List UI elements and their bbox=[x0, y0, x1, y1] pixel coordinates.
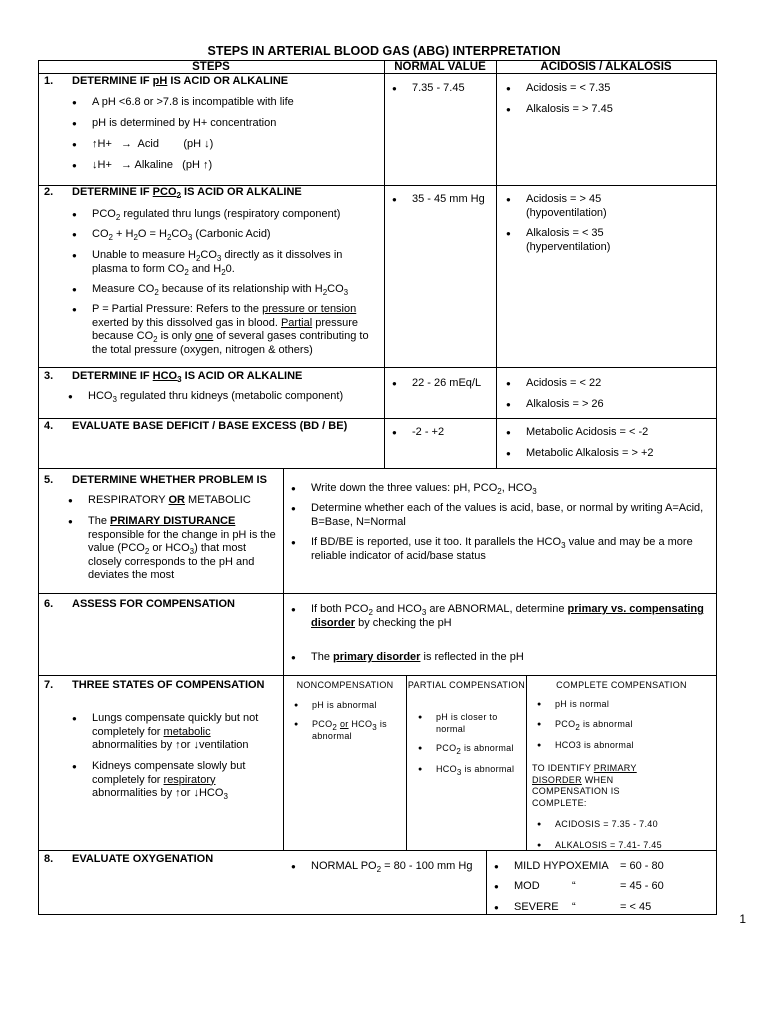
row-divider bbox=[38, 675, 717, 676]
step-1-heading: 1. DETERMINE IF pH IS ACID OR ALKALINE bbox=[44, 75, 289, 87]
column-divider bbox=[486, 850, 487, 914]
step-5-note: ● If BD/BE is reported, use it too. It parallels the $HCO_3$ value and may be a more reliable indicator of acid/base status bbox=[311, 536, 709, 563]
complete-compensation-acidosis: ● ACIDOSIS = 7.35 - 7.40 bbox=[555, 819, 705, 831]
step-2-bullet: ● $CO_2 + H_2O = H_2CO_3$ (Carbonic Acid) bbox=[92, 228, 382, 242]
page-title: STEPS IN ARTERIAL BLOOD GAS (ABG) INTERPRETATION bbox=[207, 44, 561, 58]
complete-compensation-note: TO IDENTIFY PRIMARY DISORDER WHEN COMPENSATION IS COMPLETE: bbox=[532, 763, 637, 808]
column-divider bbox=[526, 675, 527, 850]
step-3-bullet: ● $HCO_3$ regulated thru kidneys (metabolic component) bbox=[88, 390, 378, 404]
step-2-acidosis: ● Acidosis = > 45 (hypoventilation) bbox=[526, 193, 607, 220]
step-1-bullet: ● pH is determined by H+ concentration bbox=[92, 117, 372, 131]
page-number: 1 bbox=[739, 912, 746, 926]
complete-compensation-header: COMPLETE COMPENSATION bbox=[556, 680, 687, 690]
complete-compensation-item: ● HCO3 is abnormal bbox=[555, 740, 705, 752]
step-6-note: ● The primary disorder is reflected in the pH bbox=[311, 651, 709, 665]
step-5-note: ● Determine whether each of the values is acid, base, or normal by writing A=Acid, B=Base, N=Normal bbox=[311, 502, 709, 529]
step-1-acidosis: ● Acidosis = < 7.35 bbox=[526, 82, 610, 96]
noncompensation-item: ● $PCO_2$ or $HCO_3$ is abnormal bbox=[312, 719, 404, 742]
complete-compensation-item: ● pH is normal bbox=[555, 699, 705, 711]
step-4-normal-value: ● -2 - +2 bbox=[412, 426, 444, 440]
partial-compensation-item: ● $HCO_3$ is abnormal bbox=[436, 764, 524, 776]
step-1-alkalosis: ● Alkalosis = > 7.45 bbox=[526, 103, 613, 117]
step-3-heading: 3. DETERMINE IF $HCO_3$ IS ACID OR ALKALINE bbox=[44, 370, 303, 385]
header-acidosis-alkalosis: ACIDOSIS / ALKALOSIS bbox=[540, 61, 672, 73]
column-divider bbox=[406, 675, 407, 850]
step-5-bullet: ● The PRIMARY DISTURANCE responsible for the change in pH is the value ($PCO_2$ or $HCO_3$) that most closely corresponds to the pH and deviates the most bbox=[88, 515, 280, 583]
step-2-heading: 2. DETERMINE IF $PCO_2$ IS ACID OR ALKALINE bbox=[44, 186, 302, 201]
step-5-bullet: ● RESPIRATORY OR METABOLIC bbox=[88, 494, 278, 508]
step-7-bullet: ● Kidneys compensate slowly but completely for respiratory abnormalities by ↑or $↓HCO_3$ bbox=[92, 760, 274, 801]
step-4-heading: 4. EVALUATE BASE DEFICIT / BASE EXCESS (BD / BE) bbox=[44, 420, 348, 432]
step-7-bullet: ● Lungs compensate quickly but not completely for metabolic abnormalities by ↑or ↓ventilation bbox=[92, 712, 274, 753]
step-3-alkalosis: ● Alkalosis = > 26 bbox=[526, 398, 604, 412]
table-border-left bbox=[38, 60, 39, 914]
noncompensation-header: NONCOMPENSATION bbox=[296, 680, 394, 690]
row-divider bbox=[38, 418, 717, 419]
partial-compensation-item: ● pH is closer to normal bbox=[436, 712, 522, 735]
column-divider bbox=[283, 468, 284, 850]
column-divider bbox=[384, 60, 385, 468]
partial-compensation-header: PARTIAL COMPENSATION bbox=[407, 680, 526, 690]
complete-compensation-item: ● $PCO_2$ is abnormal bbox=[555, 719, 705, 731]
step-6-heading: 6. ASSESS FOR COMPENSATION bbox=[44, 598, 235, 610]
step-7-heading: 7. THREE STATES OF COMPENSATION bbox=[44, 679, 265, 691]
step-1-bullet: ● A pH <6.8 or >7.8 is incompatible with life bbox=[92, 96, 372, 110]
complete-compensation-alkalosis: ● ALKALOSIS = 7.41- 7.45 bbox=[555, 840, 705, 852]
partial-compensation-item: ● $PCO_2$ is abnormal bbox=[436, 743, 524, 755]
step-1-bullet: ● ↑H+ → Acid (pH ↓) bbox=[92, 138, 372, 152]
header-normal-value: NORMAL VALUE bbox=[394, 61, 486, 73]
moderate-hypoxemia: ● MOD “ = 45 - 60 bbox=[514, 880, 709, 894]
step-1-normal-value: ● 7.35 - 7.45 bbox=[412, 82, 465, 96]
step-2-normal-value: ● 35 - 45 mm Hg bbox=[412, 193, 485, 207]
severe-hypoxemia: ● SEVERE “ = < 45 bbox=[514, 901, 709, 915]
column-divider bbox=[496, 60, 497, 468]
mild-hypoxemia: ● MILD HYPOXEMIA = 60 - 80 bbox=[514, 860, 709, 874]
row-divider bbox=[38, 468, 717, 469]
step-2-bullet: ● P = Partial Pressure: Refers to the pressure or tension exerted by this dissolved gas in blood. Partial pressure because $CO_2$ is only one of several gases contributing to the total pressure (oxygen, nitrogen & others) bbox=[92, 303, 382, 357]
step-2-bullet: ● Unable to measure $H_2CO_3$ directly as it dissolves in plasma to form $CO_2$ and $H_20$. bbox=[92, 249, 364, 276]
row-divider bbox=[38, 367, 717, 368]
step-6-note: ● If both $PCO_2$ and $HCO_3$ are ABNORMAL, determine primary vs. compensating disorder by checking the pH bbox=[311, 603, 709, 630]
step-8-heading: 8. EVALUATE OXYGENATION bbox=[44, 853, 214, 865]
row-divider bbox=[38, 593, 717, 594]
header-divider bbox=[38, 73, 717, 74]
normal-po2: ● NORMAL $PO_2 = 80 - 100$ mm Hg bbox=[311, 860, 481, 874]
step-2-bullet: ● $PCO_2$ regulated thru lungs (respiratory component) bbox=[92, 208, 382, 222]
step-3-normal-value: ● 22 - 26 mEq/L bbox=[412, 377, 481, 391]
header-steps: STEPS bbox=[192, 61, 230, 73]
step-3-acidosis: ● Acidosis = < 22 bbox=[526, 377, 601, 391]
table-border-right bbox=[716, 60, 717, 914]
step-1-bullet: ● ↓H+ → Alkaline (pH ↑) bbox=[92, 159, 372, 173]
step-4-metabolic-alkalosis: ● Metabolic Alkalosis = > +2 bbox=[526, 447, 654, 461]
step-5-heading: 5. DETERMINE WHETHER PROBLEM IS bbox=[44, 474, 267, 486]
step-2-bullet: ● Measure $CO_2$ because of its relationship with $H_2CO_3$ bbox=[92, 283, 382, 297]
step-2-alkalosis: ● Alkalosis = < 35 (hyperventilation) bbox=[526, 227, 610, 254]
step-5-note: ● Write down the three values: pH, $PCO_2$, $HCO_3$ bbox=[311, 482, 709, 496]
step-4-metabolic-acidosis: ● Metabolic Acidosis = < -2 bbox=[526, 426, 648, 440]
noncompensation-item: ● pH is abnormal bbox=[312, 700, 404, 712]
